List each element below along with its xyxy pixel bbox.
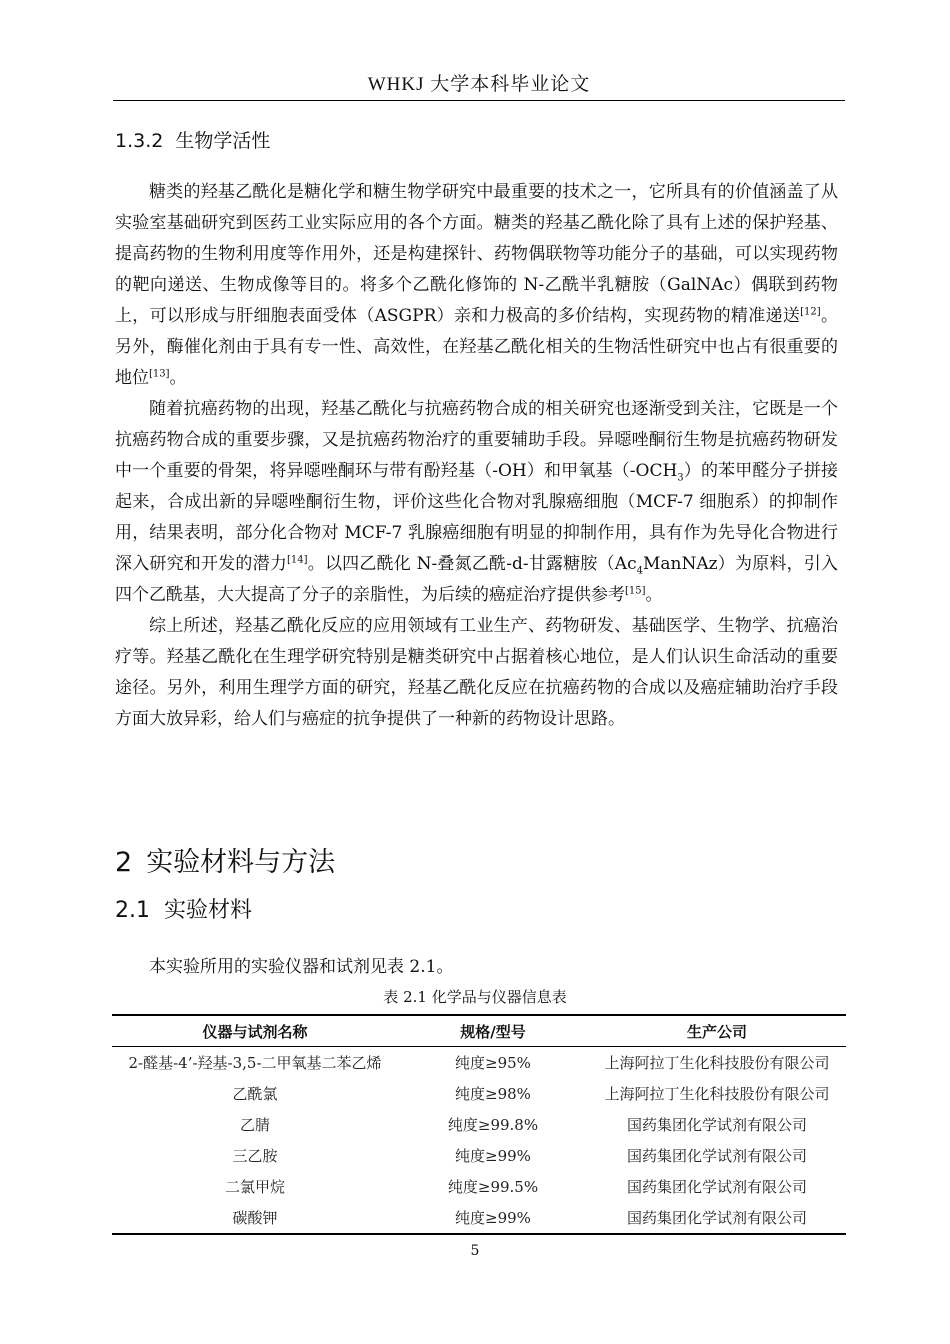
chapter-title: 实验材料与方法 [146, 847, 336, 878]
running-header: WHKJ 大学本科毕业论文 [367, 74, 591, 95]
section-heading-1-3-2 [115, 126, 270, 156]
table-header-row [112, 1015, 846, 1047]
cell-name: 碳酸钾 [112, 1202, 398, 1234]
text-run: 。以四乙酰化 N-叠氮乙酰-d-甘露糖胺（Ac [307, 554, 637, 574]
cell-company: 上海阿拉丁生化科技股份有限公司 [604, 1054, 830, 1072]
cell-name: 乙腈 [239, 1116, 270, 1134]
materials-table [112, 1014, 846, 1235]
chemical-subscript: 4 [636, 565, 643, 577]
cell-name: 2-醛基-4’-羟基-3,5-二甲氧基二苯乙烯 [128, 1054, 382, 1072]
cell-company: 国药集团化学试剂有限公司 [626, 1147, 807, 1165]
cell-company: 国药集团化学试剂有限公司 [626, 1178, 807, 1196]
text-run: 糖类的羟基乙酰化是糖化学和糖生物学研究中最重要的技术之一，它所具有的价值涵盖了从实验室基础研究到医药工业实际应用的各个方面。糖类的羟基乙酰化除了具有上述的保护羟基、提高药物的生物利用度等作用外，还是构建探针、药物偶联物等功能分子的基础，可以实现药物的靶向递送、生物成像等目的。将多个乙酰化修饰的 N-乙酰半乳糖胺（GalNAc）偶联到药物上，可以形成与肝细胞表面受体（ASGPR）亲和力极高的多价结构，实现药物的精准递送 [115, 182, 838, 326]
cell-spec: 纯度≥99% [398, 1202, 588, 1234]
cell-spec: 纯度≥95% [455, 1054, 531, 1072]
table-row [112, 1140, 846, 1171]
page-number: 5 [470, 1243, 480, 1259]
column-header-spec: 规格/型号 [398, 1015, 588, 1047]
text-run: ManNAz）为原料，引入四个乙酰基，大大提高了分子的亲脂性，为后续的癌症治疗提供参考 [115, 554, 838, 605]
column-header-name: 仪器与试剂名称 [112, 1015, 398, 1047]
cell-name: 乙酰氯 [232, 1085, 278, 1103]
paragraph-2 [115, 394, 838, 611]
cell-spec: 纯度≥98% [455, 1085, 531, 1103]
header-rule [113, 100, 845, 101]
table-row [112, 1202, 846, 1234]
text-run: 。另外，酶催化剂由于具有专一性、高效性，在羟基乙酰化相关的生物活性研究中也占有很重要的地位 [115, 306, 838, 388]
text-run: 综上所述，羟基乙酰化反应的应用领域有工业生产、药物研发、基础医学、生物学、抗癌治疗等。羟基乙酰化在生理学研究特别是糖类研究中占据着核心地位，是人们认识生命活动的重要途径。另外，利用生理学方面的研究，羟基乙酰化反应在抗癌药物的合成以及癌症辅助治疗手段方面大放异彩，给人们与癌症的抗争提供了一种新的药物设计思路。 [115, 616, 838, 729]
section-heading-2-1 [115, 894, 252, 928]
cell-company: 上海阿拉丁生化科技股份有限公司 [604, 1085, 830, 1103]
citation-superscript: [14] [287, 554, 308, 566]
body-paragraphs [115, 177, 838, 735]
chemical-subscript: 3 [677, 472, 684, 484]
chapter-heading-2 [115, 843, 335, 883]
table-intro-text: 本实验所用的实验仪器和试剂见表 2.1。 [149, 957, 454, 977]
cell-spec: 纯度≥99.5% [447, 1178, 539, 1196]
citation-superscript: [15] [625, 585, 646, 597]
section-title: 生物学活性 [175, 130, 271, 152]
table-caption: 表 2.1 化学品与仪器信息表 [383, 988, 567, 1006]
cell-name: 二氯甲烷 [224, 1178, 285, 1196]
table-row [112, 1109, 846, 1140]
table-row [112, 1171, 846, 1202]
section-number: 2.1 [115, 898, 150, 923]
text-run: ）的苯甲醛分子拼接起来，合成出新的异噁唑酮衍生物，评价这些化合物对乳腺癌细胞（MCF-7 细胞系）的抑制作用，结果表明，部分化合物对 MCF-7 乳腺癌细胞有明显的抑制作用，具有作为先导化合物进行深入研究和开发的潜力 [115, 461, 838, 574]
cell-name: 三乙胺 [232, 1147, 278, 1165]
paragraph-3 [115, 611, 838, 735]
paragraph-1 [115, 177, 838, 394]
text-run: 。 [645, 585, 663, 605]
chapter-number: 2 [115, 847, 133, 878]
table-row [112, 1047, 846, 1079]
citation-superscript: [12] [800, 306, 821, 318]
text-run: 随着抗癌药物的出现，羟基乙酰化与抗癌药物合成的相关研究也逐渐受到关注，它既是一个抗癌药物合成的重要步骤，又是抗癌药物治疗的重要辅助手段。异噁唑酮衍生物是抗癌药物研发中一个重要的骨架，将异噁唑酮环与带有酚羟基（-OH）和甲氧基（-OCH [115, 399, 838, 481]
citation-superscript: [13] [149, 368, 170, 380]
cell-company: 国药集团化学试剂有限公司 [588, 1202, 846, 1234]
table-row [112, 1078, 846, 1109]
section-number: 1.3.2 [115, 130, 164, 152]
text-run: 。 [169, 368, 187, 388]
column-header-company: 生产公司 [588, 1015, 846, 1047]
cell-spec: 纯度≥99.8% [447, 1116, 539, 1134]
cell-company: 国药集团化学试剂有限公司 [626, 1116, 807, 1134]
section-title: 实验材料 [164, 898, 253, 923]
cell-spec: 纯度≥99% [455, 1147, 531, 1165]
